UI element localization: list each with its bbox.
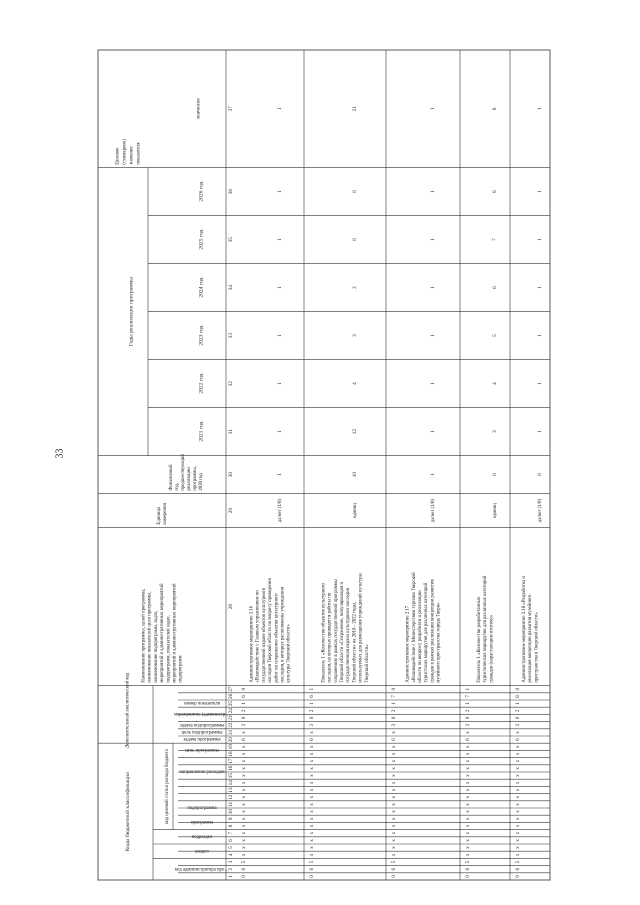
code-cell: 3 (465, 723, 472, 727)
row-name: «Взаимодействие с Министерством туризма Тверской (411, 572, 417, 683)
code-cell: x (515, 774, 522, 777)
code-cell: x (515, 846, 522, 849)
code-cell: x (241, 817, 248, 821)
code-cell: x (515, 788, 522, 792)
code-cell: x (309, 846, 316, 849)
code-cell: 2 (391, 709, 398, 713)
code-cell: 5 (391, 860, 398, 864)
header-year-6: 2026 год (198, 181, 205, 202)
code-cell: x (391, 774, 398, 777)
table-grid (98, 50, 578, 880)
row-year-value: 1 (537, 334, 544, 337)
row-year-value: 4 (492, 382, 499, 385)
header-zadacha-podprogrammy: задача подпрограммы (179, 723, 225, 729)
code-cell: 0 (465, 875, 472, 878)
code-cell: x (309, 839, 316, 842)
code-cell: 2 (241, 709, 248, 713)
code-cell: 0 (465, 716, 472, 720)
code-cell: x (465, 810, 472, 813)
row-year-value: 1 (430, 286, 437, 289)
row-year-value: 1 (277, 382, 284, 385)
header-unit: Единица (156, 506, 163, 525)
row-name: Показатель 1 «Количество объектов культурного (321, 583, 327, 683)
code-cell: x (309, 752, 316, 756)
code-cell: 2 (309, 709, 316, 713)
row-name: туристических маршрутов для различных категорий (483, 575, 489, 683)
code-cell: x (465, 817, 472, 821)
row-year-value: 6 (492, 286, 499, 289)
row-year-value: 1 (277, 286, 284, 289)
code-cell: x (391, 810, 398, 813)
row-unit: единиц (493, 503, 499, 518)
code-cell: 0 (241, 875, 248, 878)
header-target-title: Целевое (115, 147, 121, 165)
row-base-value: 1 (430, 473, 437, 476)
row-name: Административное мероприятие 2.18 «Разработка и (521, 576, 527, 683)
header-kod-statyi: код целевой статьи расхода бюджета (165, 749, 171, 824)
header-year-4: 2024 год (198, 277, 205, 298)
row-target-value: 1 (430, 107, 437, 111)
column-number: 32 (228, 381, 235, 387)
row-year-value: 1 (537, 238, 544, 241)
code-cell: 2 (515, 709, 522, 713)
row-name: сохранению в рамках государственной программы (333, 579, 339, 683)
code-cell: 1 (309, 687, 316, 691)
row-year-value: 1 (277, 334, 284, 337)
header-fin-year: программы, (193, 466, 199, 491)
row-year-value: 1 (430, 190, 437, 193)
code-cell: x (515, 817, 522, 821)
code-cell: x (391, 731, 398, 734)
header-fin-year: Финансовый (169, 464, 175, 491)
column-number: 9 (228, 817, 235, 821)
header-year-5: 2025 год (198, 229, 205, 250)
code-cell: x (465, 795, 472, 799)
code-cell: x (309, 795, 316, 799)
row-year-value: 1 (537, 430, 544, 433)
row-name: культуры Тверской области» (286, 624, 292, 683)
code-cell: 6 (515, 738, 522, 741)
code-cell: x (465, 831, 472, 835)
code-cell: x (515, 831, 522, 835)
row-unit: да/нет (1/0) (538, 498, 544, 523)
code-cell: 0 (241, 687, 248, 691)
header-napravlenie: направление расходов (179, 770, 225, 776)
code-cell: 2 (465, 709, 472, 713)
code-cell: 0 (515, 716, 522, 720)
row-year-value: 1 (430, 430, 437, 433)
column-number: 7 (228, 831, 235, 835)
row-year-value: 1 (277, 430, 284, 433)
code-cell: x (241, 745, 248, 749)
column-number: 31 (228, 429, 235, 435)
code-cell: 6 (241, 867, 248, 871)
program-indicator-table (98, 50, 578, 880)
column-number: 36 (228, 189, 235, 195)
column-number: 10 (228, 809, 235, 815)
row-target-value: 21 (352, 106, 359, 112)
row-unit: единиц (353, 503, 359, 518)
row-target-value: 1 (537, 107, 544, 111)
code-cell: 6 (309, 738, 316, 741)
row-name: граждан в рамках реализации концепции развития (430, 579, 436, 683)
header-zadacha-programmy: задача программы (183, 737, 221, 743)
header-target-value: значение (195, 98, 202, 120)
header-admin: код администратора про… (174, 867, 230, 873)
row-year-value: 1 (537, 382, 544, 385)
row-base-value: 10 (352, 472, 359, 478)
header-cel-podprogrammy: цель подпрограммы (181, 730, 223, 736)
code-cell: 6 (391, 738, 398, 741)
code-cell: x (465, 803, 472, 806)
column-number: 27 (228, 686, 235, 692)
code-cell: x (515, 781, 522, 785)
header-additional-code: Дополнительный аналитический код (125, 672, 131, 749)
code-cell: x (241, 731, 248, 734)
code-cell: x (391, 846, 398, 849)
column-number: 28 (228, 604, 235, 610)
header-name: наименование показателей цели программы, (147, 591, 153, 683)
header-name: наименование подпрограмм, задач, (153, 610, 159, 683)
code-cell: 3 (309, 723, 316, 727)
code-cell: x (309, 831, 316, 835)
code-cell: 7 (465, 695, 472, 698)
code-cell: x (465, 839, 472, 842)
code-cell: x (241, 788, 248, 792)
code-cell: x (241, 824, 248, 828)
header-year-1: 2021 год (198, 421, 205, 442)
header-name: подпрограмм (178, 655, 184, 683)
code-cell: x (465, 853, 472, 857)
row-year-value: 7 (492, 238, 499, 241)
header-year-3: 2023 год (198, 325, 205, 346)
row-year-value: 8 (492, 190, 499, 193)
code-cell: 6 (465, 738, 472, 741)
row-name: государственная охрана культурного наследия (346, 588, 352, 683)
column-number: 22 (228, 722, 235, 728)
code-cell: x (241, 831, 248, 835)
code-cell: x (465, 752, 472, 756)
code-cell: x (515, 731, 522, 734)
code-cell: x (465, 745, 472, 749)
header-podprogramma: подпрограмма (187, 806, 217, 812)
code-cell: x (391, 839, 398, 842)
code-cell: x (391, 745, 398, 749)
code-cell: x (391, 767, 398, 770)
column-number: 13 (228, 787, 235, 793)
row-name: Административное мероприятие 2.17 (405, 605, 411, 683)
row-name: музейного пространства города Твери» (436, 602, 442, 683)
row-year-value: 1 (430, 334, 437, 337)
code-cell: x (465, 781, 472, 785)
code-cell: x (241, 752, 248, 756)
code-cell: x (309, 853, 316, 857)
code-cell: x (309, 767, 316, 770)
code-cell: x (465, 824, 472, 828)
column-number: 19 (228, 744, 235, 750)
column-number: 23 (228, 715, 235, 721)
row-year-value: 0 (352, 238, 359, 241)
code-cell: 7 (391, 695, 398, 698)
code-cell: 1 (465, 687, 472, 691)
code-cell: x (241, 839, 248, 842)
column-number: 25 (228, 701, 235, 707)
row-name: реализация концепции развития музейного (528, 594, 534, 683)
row-name: государственной охране объектов культурного (261, 587, 267, 683)
code-cell: x (309, 810, 316, 813)
header-fin-year: реализации (187, 467, 193, 491)
row-year-value: 0 (352, 190, 359, 193)
column-number: 20 (228, 737, 235, 743)
header-name: Наименование программы, целей программы, (141, 588, 147, 683)
code-cell: 5 (309, 860, 316, 864)
code-cell: 6 (309, 695, 316, 698)
header-unit: измерения (163, 503, 169, 525)
code-cell: 5 (241, 860, 248, 864)
code-cell: x (241, 781, 248, 785)
row-base-value: 0 (537, 473, 544, 476)
row-year-value: 12 (352, 429, 359, 435)
header-cel-programmy: цель программы (185, 748, 219, 754)
code-cell: x (391, 788, 398, 792)
column-number: 6 (228, 839, 235, 842)
code-cell: 3 (391, 723, 398, 727)
code-cell: x (309, 759, 316, 763)
header-nomer-pokazatelya: номер показателя (184, 701, 220, 707)
code-cell: x (391, 853, 398, 857)
column-number: 29 (228, 508, 235, 514)
column-number: 17 (228, 758, 235, 764)
code-cell: 3 (515, 723, 522, 727)
row-name: граждан (нарастающим итогом)» (489, 614, 495, 683)
code-cell: x (391, 781, 398, 785)
column-number: 34 (228, 285, 235, 291)
header-fin-year: предшествующий (181, 454, 187, 491)
code-cell: 5 (515, 860, 522, 864)
header-meropriyatie: мероприятие (администр… (173, 712, 231, 718)
row-name: Тверской области» (364, 644, 370, 683)
row-name: используемых для размещения учреждений культуры (358, 573, 364, 683)
code-cell: 1 (391, 702, 398, 705)
code-cell: 1 (309, 702, 316, 705)
row-unit: да/нет (1/0) (278, 498, 284, 523)
header-name: подпрограмм, показателей задач, (166, 615, 172, 683)
code-cell: 8 (515, 695, 522, 698)
column-number: 33 (228, 333, 235, 339)
row-year-value: 3 (352, 334, 359, 337)
header-target-title: значение (129, 146, 135, 165)
code-cell: 6 (515, 867, 522, 871)
column-number: 35 (228, 237, 235, 243)
row-name: наследия Тверской области по вопросу проведения (268, 578, 274, 683)
header-fin-year: 2020 год (199, 473, 205, 491)
row-name: Тверской области «Сохранение, популяризация и (339, 581, 346, 683)
code-cell: x (515, 795, 522, 799)
header-year-2: 2022 год (198, 373, 205, 394)
column-number: 16 (228, 765, 235, 771)
code-cell: 1 (241, 702, 248, 705)
header-target-title: показателя (136, 142, 142, 165)
row-year-value: 5 (492, 334, 499, 337)
row-year-value: 1 (430, 238, 437, 241)
column-number: 2 (228, 867, 235, 871)
code-cell: x (241, 803, 248, 806)
code-cell: x (465, 774, 472, 777)
code-cell: x (309, 781, 316, 785)
code-cell: x (309, 824, 316, 828)
column-number: 12 (228, 794, 235, 800)
code-cell: x (391, 752, 398, 756)
row-year-value: 1 (430, 382, 437, 385)
code-cell: x (515, 810, 522, 813)
row-year-value: 1 (277, 238, 284, 241)
code-cell: x (309, 745, 316, 749)
row-base-value: 1 (277, 473, 284, 476)
row-base-value: 0 (492, 473, 499, 476)
header-programma: программа (190, 820, 214, 826)
header-codes-title: Коды бюджетной классификации (124, 771, 131, 852)
code-cell: x (391, 803, 398, 806)
row-year-value: 4 (352, 382, 359, 385)
header-name: мероприятий и административных мероприятий (160, 583, 166, 683)
code-cell: 3 (241, 723, 248, 727)
code-cell: x (515, 853, 522, 857)
column-number: 5 (228, 846, 235, 849)
column-number: 14 (228, 780, 235, 786)
row-year-value: 1 (537, 190, 544, 193)
header-years-title: Годы реализации программы (128, 277, 135, 347)
row-year-value: 2 (352, 286, 359, 289)
row-name: области по вопросу разработки и реализации (417, 590, 424, 683)
code-cell: 0 (241, 716, 248, 720)
code-cell: 1 (515, 702, 522, 705)
code-cell: x (465, 759, 472, 763)
code-cell: x (515, 803, 522, 806)
code-cell: x (515, 839, 522, 842)
code-cell: x (241, 853, 248, 857)
code-cell: 0 (391, 875, 398, 878)
code-cell: 6 (241, 738, 248, 741)
row-name: работ по сохранению объектов культурного (274, 593, 280, 683)
row-name: наследия, в которых расположены учреждения (280, 586, 286, 683)
column-number: 1 (228, 875, 235, 878)
row-name: Административное мероприятие 2.16 (249, 605, 255, 683)
row-name: «Взаимодействие с Главным управлением по (255, 590, 261, 683)
column-number: 24 (228, 708, 235, 714)
code-cell: 6 (241, 695, 248, 698)
column-number: 4 (228, 853, 235, 857)
row-unit: да/нет (1/0) (431, 498, 437, 523)
code-cell: x (241, 774, 248, 777)
header-name: мероприятий и административных мероприятий (172, 583, 178, 683)
code-cell: 1 (465, 702, 472, 705)
header-podrazdel: подраздел (191, 834, 213, 840)
code-cell: x (309, 731, 316, 734)
code-cell: x (515, 759, 522, 763)
column-number: 15 (228, 773, 235, 779)
column-number: 18 (228, 751, 235, 757)
code-cell: x (391, 795, 398, 799)
row-target-value: 8 (492, 107, 499, 111)
code-cell: x (309, 774, 316, 777)
column-number: 26 (228, 693, 235, 699)
code-cell: x (465, 767, 472, 770)
code-cell: x (391, 831, 398, 835)
code-cell: x (241, 767, 248, 770)
code-cell: x (309, 817, 316, 821)
code-cell: x (515, 824, 522, 828)
header-fin-year: год, (175, 482, 181, 491)
row-year-value: 3 (492, 430, 499, 433)
code-cell: x (515, 752, 522, 756)
row-name: туристских маршрутов для различных категорий (424, 582, 430, 683)
row-name: Показатель 1 «Количество разработанных (476, 596, 482, 683)
code-cell: x (241, 759, 248, 763)
code-cell: 0 (309, 716, 316, 720)
code-cell: x (391, 817, 398, 821)
code-cell: 0 (391, 716, 398, 720)
code-cell: 0 (309, 875, 316, 878)
column-number: 30 (228, 472, 235, 478)
code-cell: x (515, 767, 522, 770)
code-cell: x (241, 810, 248, 813)
code-cell: x (309, 803, 316, 806)
code-cell: x (241, 846, 248, 849)
column-number: 37 (228, 106, 235, 112)
code-cell: x (391, 824, 398, 828)
column-number: 21 (228, 729, 235, 735)
row-year-value: 1 (537, 286, 544, 289)
code-cell: x (465, 788, 472, 792)
column-number: 11 (228, 801, 235, 807)
code-cell: x (309, 788, 316, 792)
code-cell: 0 (515, 875, 522, 878)
row-name: наследия, на которых проводятся работы по (327, 592, 333, 683)
code-cell: x (391, 759, 398, 763)
code-cell: x (515, 745, 522, 749)
code-cell: 6 (309, 867, 316, 871)
code-cell: x (241, 795, 248, 799)
row-name: Тверской области» на 2018 - 2022 годы, (352, 601, 358, 683)
code-cell: 6 (465, 867, 472, 871)
header-razdel: раздел (195, 849, 209, 855)
row-name: пространства в Тверской области» (534, 612, 540, 683)
code-cell: x (465, 731, 472, 734)
column-number: 3 (228, 860, 235, 864)
code-cell: x (465, 846, 472, 849)
row-target-value: 1 (277, 107, 284, 111)
code-cell: 5 (465, 860, 472, 864)
code-cell: 6 (391, 867, 398, 871)
code-cell: 0 (391, 687, 398, 691)
code-cell: 0 (515, 687, 522, 691)
page-number: 33 (54, 448, 66, 459)
row-year-value: 1 (277, 190, 284, 193)
header-target-title: (суммарное) (122, 139, 128, 165)
column-number: 8 (228, 824, 235, 828)
